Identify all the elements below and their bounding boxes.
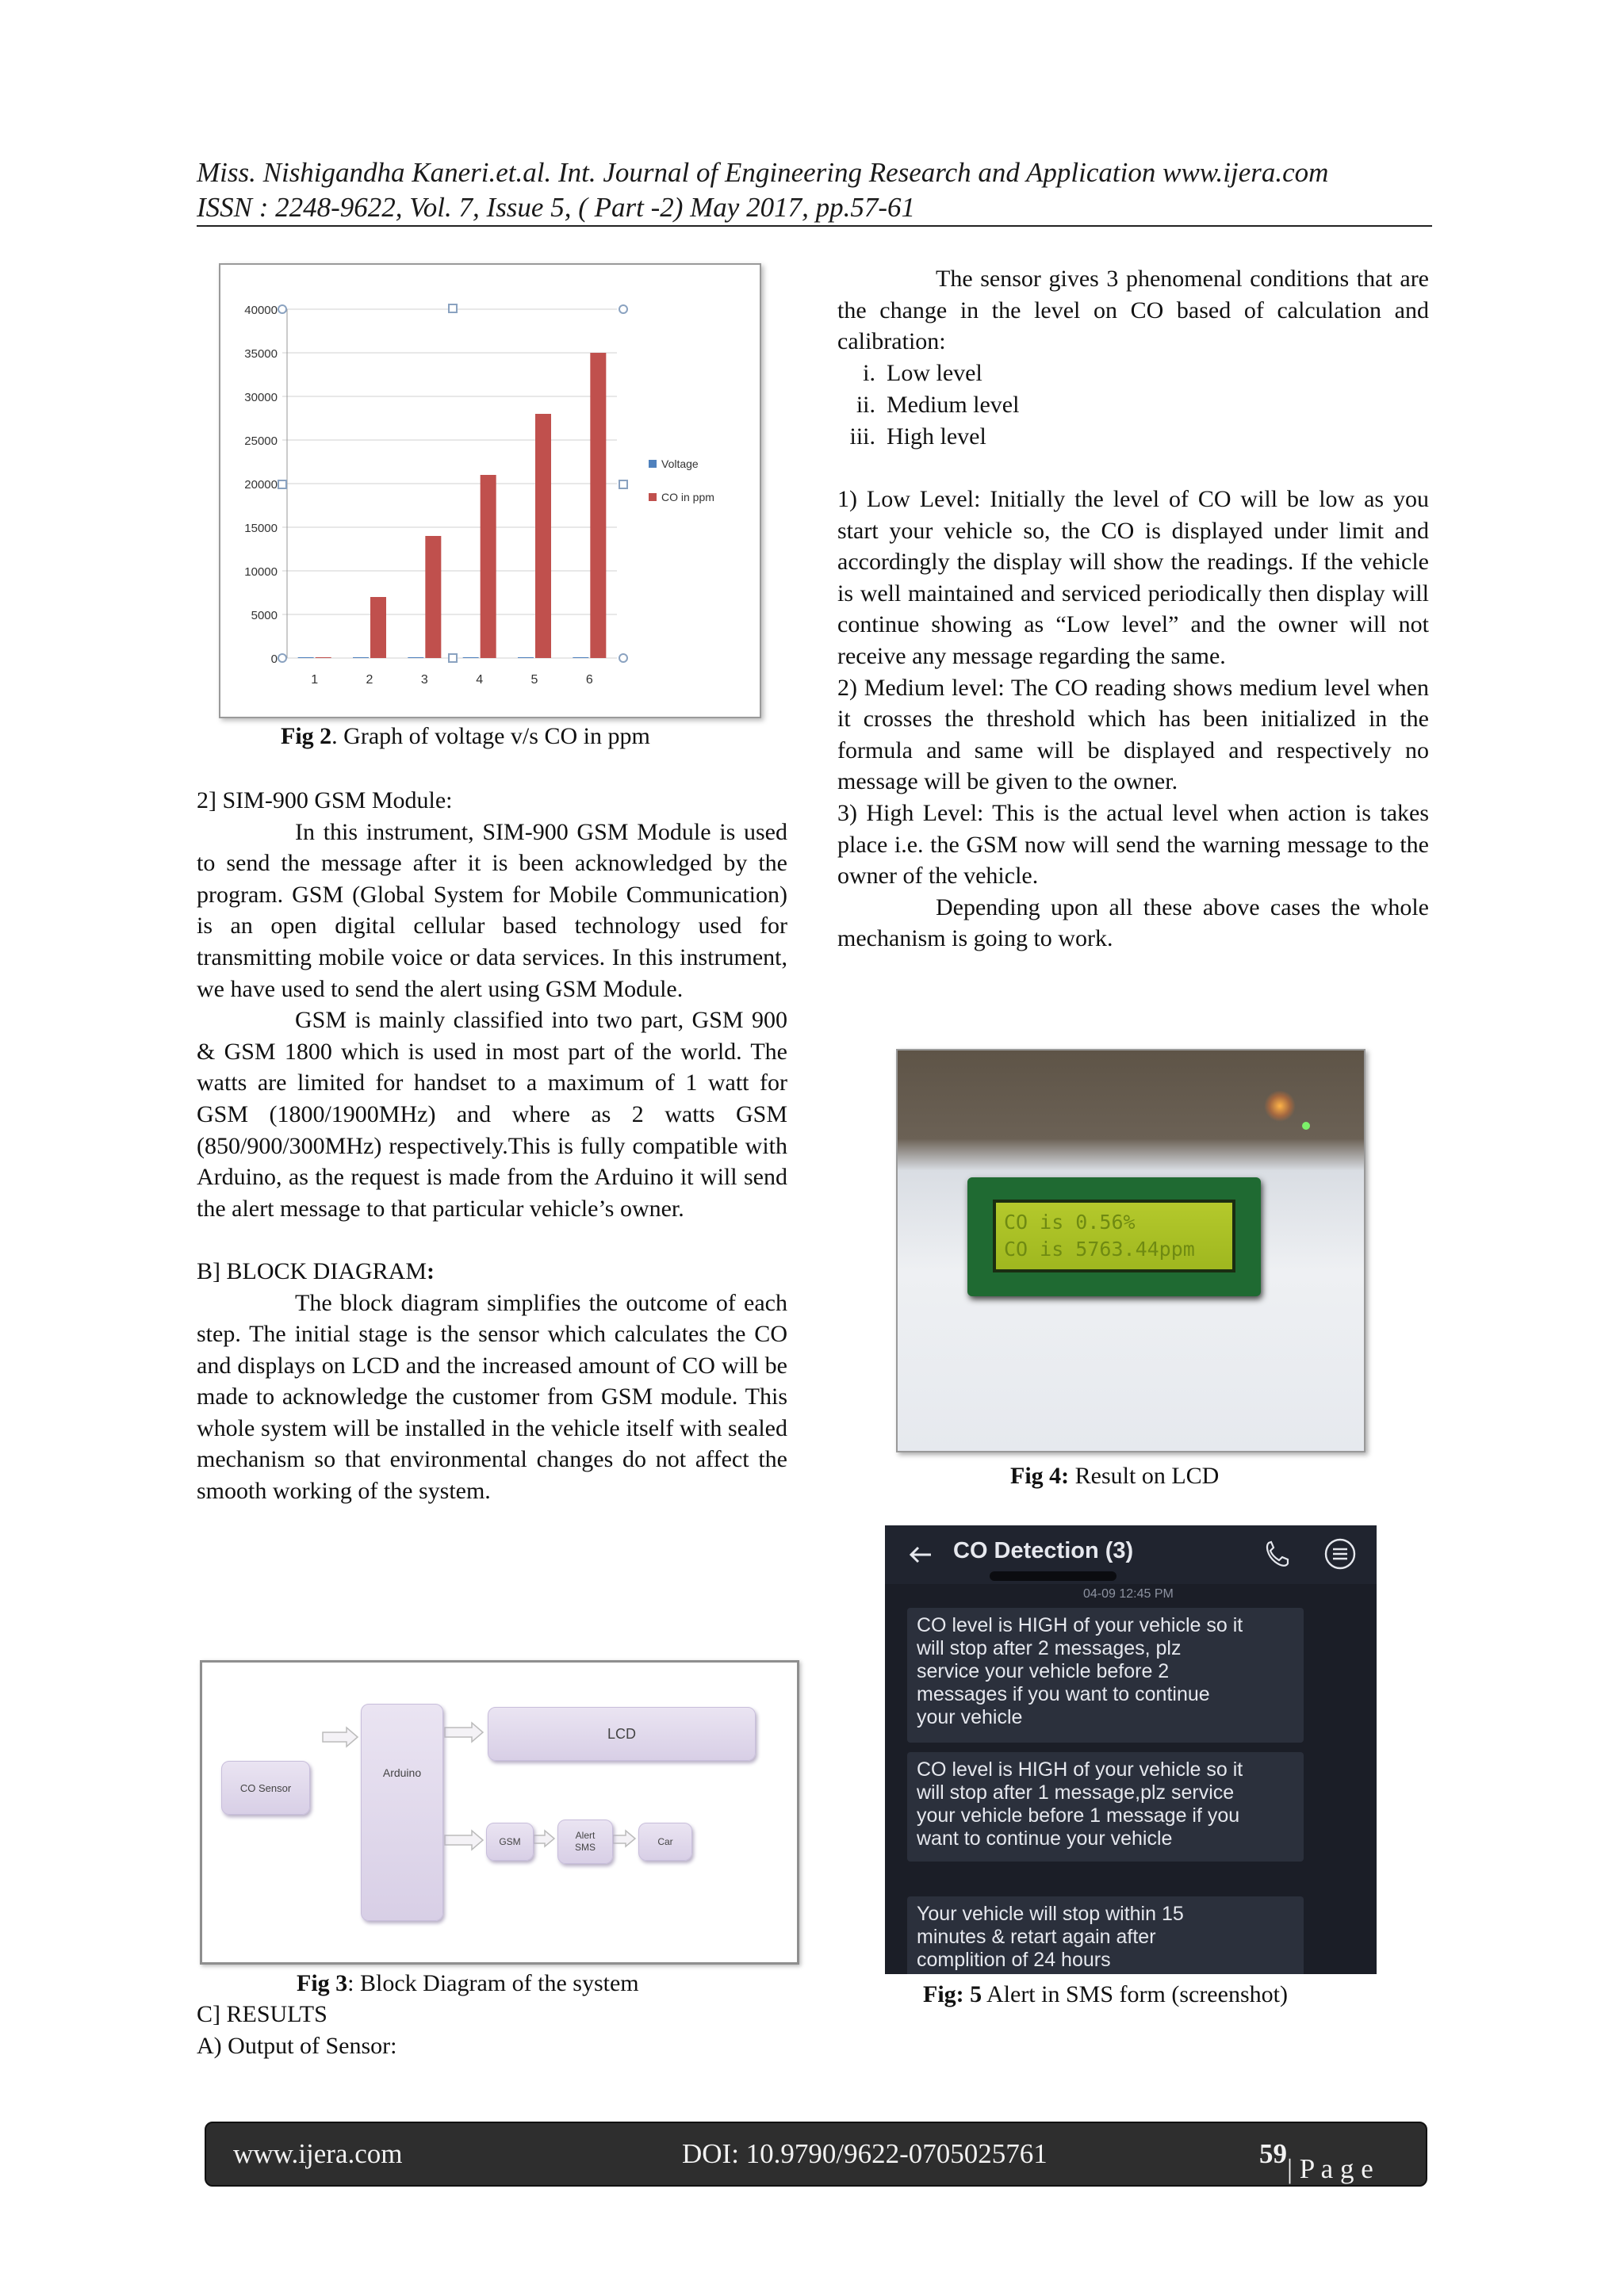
legend-swatch	[649, 493, 657, 501]
co-voltage-bar-chart	[220, 265, 760, 717]
y-tick-label: 40000	[244, 304, 278, 317]
co-sensor-block: CO Sensor	[221, 1761, 310, 1815]
footer-doi: DOI: 10.9790/9622-0705025761	[682, 2138, 1048, 2169]
sms-message-1: CO level is HIGH of your vehicle so it will stop after 2 messages, plz service your vehicle before 2 messages if you want to continue your vehicle	[907, 1608, 1304, 1743]
bar-co-in-ppm-3	[425, 536, 441, 658]
left-column	[197, 785, 787, 1507]
high-level-paragraph: 3) High Level: This is the actual level when action is takes place i.e. the GSM now will send the warning message to the owner of the vehicle.	[837, 799, 1429, 890]
car-block: Car	[638, 1823, 692, 1861]
footer-website: www.ijera.com	[233, 2138, 403, 2169]
page-footer	[205, 2122, 1427, 2187]
block-diagram-paragraph: The block diagram simplifies the outcome of each step. The initial stage is the sensor which calculates the CO and displays on LCD and the increased amount of CO will be made to acknowledge the customer from GSM module. This whole system will be installed in the vehicle itself with sealed mechanism so that environmental changes do not affect the smooth working of the system.	[197, 1289, 787, 1505]
x-tick-label: 5	[530, 673, 538, 687]
level-item-1: i. Low level	[863, 360, 982, 386]
block-diagram-heading: B] BLOCK DIAGRAM:	[197, 1257, 435, 1284]
figure-4-caption: Fig 4: Result on LCD	[1010, 1463, 1220, 1489]
header-rule	[197, 225, 1432, 227]
lcd-line-1: CO is 0.56%	[1004, 1211, 1136, 1234]
led-glow	[1264, 1090, 1296, 1122]
bar-co-in-ppm-6	[590, 353, 606, 658]
low-level-paragraph: 1) Low Level: Initially the level of CO will be low as you start your vehicle so, the CO is displayed under limit and accordingly the display will show the readings. If the vehicle is well maintained and serviced periodically then display will continue showing as “Low level” and the owner will not receive any message regarding the same.	[837, 486, 1429, 669]
figure-5-sms-screenshot	[885, 1525, 1377, 1974]
x-tick-label: 2	[366, 673, 373, 687]
gsm-paragraph-1: In this instrument, SIM-900 GSM Module is used to send the message after it is been acknowledged by the program. GSM (Global System for Mobile Communication) is an open digital cellular based technology used for transmitting mobile voice or data services. In this instrument, we have used to send the alert using GSM Module.	[197, 818, 787, 1002]
gsm-block: GSM	[486, 1823, 534, 1861]
x-tick-label: 6	[585, 673, 593, 687]
level-item-2: ii. Medium level	[856, 392, 1020, 418]
x-tick-label: 3	[420, 673, 428, 687]
running-header-issue: ISSN : 2248-9622, Vol. 7, Issue 5, ( Part -2) May 2017, pp.57-61	[197, 192, 916, 223]
bar-voltage-3	[408, 657, 423, 658]
y-tick-label: 25000	[244, 434, 278, 448]
green-led	[1302, 1122, 1310, 1130]
levels-explanation	[837, 484, 1429, 955]
lcd-block: LCD	[488, 1707, 756, 1761]
legend-label: CO in ppm	[661, 491, 714, 503]
bar-voltage-2	[353, 657, 369, 658]
figure-4-lcd-photo	[896, 1049, 1365, 1452]
conclusion-paragraph: Depending upon all these above cases the whole mechanism is going to work.	[837, 894, 1429, 952]
chart-y-tick-labels	[244, 304, 278, 666]
chart-x-tick-labels	[311, 673, 593, 687]
gsm-paragraph-2: GSM is mainly classified into two part, GSM 900 & GSM 1800 which is used in most part of the world. The watts are limited for handset to a maximum of 1 watt for GSM (1800/1900MHz) and where as 2 watts GSM (850/900/300MHz) respectively.This is fully compatible with Arduino, as the request is made from the Arduino it will send the alert message to that particular vehicle’s owner.	[197, 1007, 787, 1222]
bar-voltage-1	[298, 657, 314, 658]
chart-legend	[649, 457, 714, 503]
conversation-title: CO Detection (3)	[953, 1538, 1134, 1563]
figure-2-chart	[219, 263, 761, 718]
back-arrow-icon	[907, 1543, 936, 1567]
output-of-sensor-heading: A) Output of Sensor:	[197, 2033, 397, 2059]
message-timestamp: 04-09 12:45 PM	[1083, 1587, 1174, 1601]
y-tick-label: 15000	[244, 522, 278, 535]
figure-3-block-diagram	[200, 1660, 799, 1965]
figure-2-caption: Fig 2. Graph of voltage v/s CO in ppm	[281, 723, 650, 749]
legend-swatch	[649, 460, 657, 468]
legend-label: Voltage	[661, 457, 699, 470]
menu-list-icon	[1323, 1536, 1358, 1571]
bar-co-in-ppm-1	[316, 657, 331, 658]
medium-level-paragraph: 2) Medium level: The CO reading shows medium level when it crosses the threshold which has been initialized in the formula and same will be displayed and respectively no message will be given to the owner.	[837, 674, 1429, 795]
sms-message-3: Your vehicle will stop within 15 minutes & retart again after complition of 24 hours	[907, 1896, 1304, 1974]
sms-app-bar	[885, 1525, 1377, 1584]
bar-co-in-ppm-4	[481, 475, 496, 658]
y-tick-label: 20000	[244, 478, 278, 492]
bar-co-in-ppm-5	[535, 414, 551, 658]
chart-bars	[298, 353, 607, 658]
bar-voltage-4	[463, 657, 479, 658]
y-tick-label: 35000	[244, 347, 278, 361]
gsm-heading: 2] SIM-900 GSM Module:	[197, 787, 453, 813]
bar-voltage-5	[518, 657, 534, 658]
y-tick-label: 10000	[244, 565, 278, 579]
results-heading: C] RESULTS	[197, 2001, 327, 2027]
figure-3-caption: Fig 3: Block Diagram of the system	[297, 1970, 639, 1996]
lcd-board	[967, 1177, 1261, 1296]
sensor-intro: The sensor gives 3 phenomenal conditions that are the change in the level on CO based of calculation and calibration:	[837, 266, 1429, 355]
x-tick-label: 1	[311, 673, 319, 687]
arduino-block: Arduino	[361, 1704, 443, 1921]
sms-message-2: CO level is HIGH of your vehicle so it will stop after 1 message,plz service your vehicle before 1 message if you want to continue your vehicle	[907, 1752, 1304, 1862]
bar-co-in-ppm-2	[370, 597, 386, 658]
chart-gridlines	[282, 309, 617, 658]
running-header-journal: Miss. Nishigandha Kaneri.et.al. Int. Journal of Engineering Research and Application www.ijera.com	[197, 157, 1329, 188]
figure-5-caption: Fig: 5 Alert in SMS form (screenshot)	[923, 1981, 1288, 2007]
y-tick-label: 0	[270, 652, 278, 666]
lcd-screen	[993, 1200, 1235, 1272]
y-tick-label: 30000	[244, 391, 278, 404]
y-tick-label: 5000	[251, 609, 278, 622]
alert-sms-block: Alert SMS	[557, 1820, 613, 1864]
redacted-contact	[990, 1571, 1116, 1581]
phone-icon	[1261, 1538, 1293, 1570]
bar-voltage-6	[573, 657, 588, 658]
x-tick-label: 4	[476, 673, 484, 687]
footer-page-number: 59 | P a g e	[1259, 2138, 1373, 2184]
level-item-3: iii. High level	[849, 423, 986, 450]
lcd-line-2: CO is 5763.44ppm	[1004, 1238, 1195, 1261]
